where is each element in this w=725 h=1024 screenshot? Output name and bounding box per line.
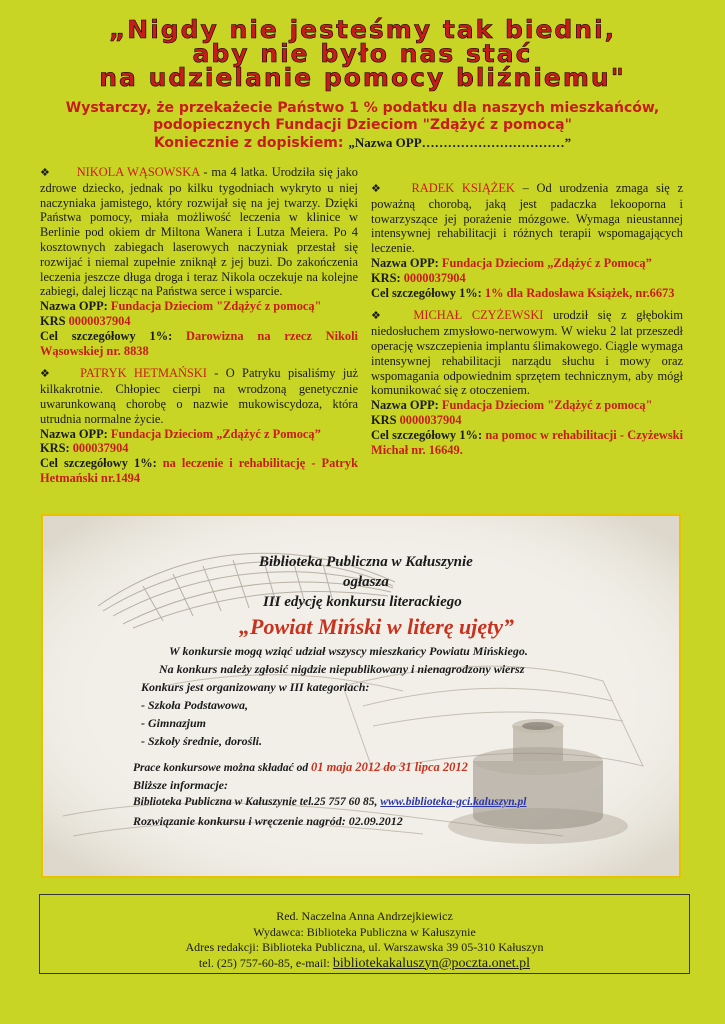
headline-line-2: aby nie było nas stać (192, 39, 533, 68)
opp-label: Nazwa OPP: (40, 426, 111, 441)
entry-text: - O Patryku pisaliśmy już kilkakrotnie. Chłopiec cierpi na wrodzoną genetycznie uwarunkowaną chorobę o nazwie mukowiscydoza, która utrudnia normalne życie. (40, 366, 358, 426)
cel-value: 1% dla Radosława Książek, nr.6673 (484, 285, 675, 300)
diamond-bullet-icon: ❖ (371, 183, 386, 195)
footer-editor: Red. Naczelna Anna Andrzejkiewicz (276, 909, 453, 923)
left-column (40, 165, 358, 494)
poster-category-1: - Szkoła Podstawowa, (141, 698, 249, 712)
poster-paragraph-3: Konkurs jest organizowany w III kategoriach: (141, 680, 370, 694)
poster-info-line: Biblioteka Publiczna w Kałuszynie tel.25 757 60 85, (133, 796, 381, 808)
opp-label: Nazwa OPP: (371, 398, 442, 413)
entry-radek (371, 181, 683, 300)
krs-label: KRS: (371, 270, 404, 285)
opp-label: Nazwa OPP: (40, 299, 111, 314)
poster-dates-label: Prace konkursowe można składać od (133, 762, 311, 774)
subhead-line-3-text: Koniecznie z dopiskiem: (153, 135, 349, 151)
opp-placeholder: „Nazwa OPP……………………………” (348, 135, 572, 150)
poster-paragraph-1: W konkursie mogą wziąć udział wszyscy mieszkańcy Powiatu Mińskiego. (169, 644, 528, 658)
poster-dates (133, 760, 468, 775)
opp-value: Fundacja Dzieciom "Zdążyć z pomocą" (441, 398, 653, 413)
entry-patryk (40, 366, 358, 485)
subhead-line-3 (0, 134, 725, 152)
headline (0, 15, 725, 92)
poster-edition: III edycję konkursu literackiego (263, 594, 462, 610)
krs-label: KRS (40, 313, 69, 328)
entry-text: – Od urodzenia zmaga się z poważną chorobą, jaką jest padaczka lekooporna i towarzyszące jej porażenie mózgowe. Wymaga nieustannej intensywnej rehabilitacji i różnych terapii wspomagających leczenie. (371, 181, 683, 256)
contest-poster (41, 514, 681, 878)
poster-info-label: Bliższe informacje: (133, 778, 228, 792)
cel-value: na pomoc w rehabilitacji - Czyżewski Michał nr. 16649. (371, 427, 684, 457)
entry-text: urodził się z głębokim niedosłuchem zmysłowo-nerwowym. W wieku 2 lat przeszedł operację wszczepienia implantu ślimakowego. Ciągle wymaga intensywnej rehabilitacji narządu słuchu i mowy oraz wspomagania odpowiednim sprzętem technicznym, aby mógł komunikować się z otoczeniem. (371, 308, 683, 398)
headline-line-1: „Nigdy nie jesteśmy tak biedni, (108, 15, 617, 44)
poster-dates-value: 01 maja 2012 do 31 lipca 2012 (310, 760, 468, 774)
subhead-line-2: podopiecznych Fundacji Dzieciom "Zdążyć z pomocą" (153, 117, 572, 133)
poster-library-name: Biblioteka Publiczna w Kałuszynie (259, 554, 473, 570)
diamond-bullet-icon: ❖ (40, 167, 51, 179)
footer-contact (40, 956, 689, 972)
entry-michal (371, 308, 683, 457)
opp-value: Fundacja Dzieciom „Zdążyć z Pomocą” (110, 426, 321, 441)
poster-announces: ogłasza (343, 574, 389, 590)
cel-label: Cel szczegółowy 1%: (371, 285, 485, 300)
cel-label: Cel szczegółowy 1%: (371, 427, 486, 442)
entry-text: - ma 4 latka. Urodziła się jako zdrowe dziecko, jednak po kilku tygodniach wykryto u niej naczyniaka jamistego, który rozwijał się na jej twarzy. Dzięki Państwa pomocy, miała możliwość leczenia w klinice w Berlinie pod okiem dr Miltona Wanera i Lutza Meiera. Po 4 kosztownych zabiegach laserowych naczyniak przestał się rozwijać i niemal zupełnie zniknął z jej buzi. Do zakończenia leczenia jeszcze długa droga i teraz Nikola oczekuje na kolejne zabiegi, dalej licząc na Państwa serce i wsparcie. (40, 165, 358, 299)
person-name: PATRYK HETMAŃSKI (80, 366, 207, 381)
poster-category-3: - Szkoły średnie, dorośli. (141, 734, 263, 748)
poster-website-link[interactable]: www.biblioteka-gci.kaluszyn.pl (380, 796, 527, 808)
opp-value: Fundacja Dzieciom „Zdążyć z Pomocą” (441, 255, 652, 270)
opp-value: Fundacja Dzieciom "Zdążyć z pomocą" (110, 299, 322, 314)
cel-value: Darowizna na rzecz Nikoli Wąsowskiej nr. 8838 (40, 328, 358, 358)
opp-label: Nazwa OPP: (371, 255, 442, 270)
poster-paragraph-2: Na konkurs należy zgłosić nigdzie niepublikowany i nienagrodzony wiersz (159, 662, 525, 676)
person-name: RADEK KSIĄŻEK (411, 181, 515, 195)
headline-line-3: na udzielanie pomocy bliźniemu" (99, 63, 626, 92)
subhead-line-1: Wystarczy, że przekażecie Państwo 1 % podatku dla naszych mieszkańców, (65, 100, 660, 116)
person-name: NIKOLA WĄSOWSKA (76, 165, 200, 179)
diamond-bullet-icon: ❖ (371, 310, 388, 323)
krs-label: KRS (371, 412, 400, 427)
footer-publisher: Wydawca: Biblioteka Publiczna w Kałuszynie (253, 924, 476, 939)
poster-contest-title: „Powiat Miński w literę ujęty” (239, 614, 515, 639)
krs-value: 0000037904 (68, 313, 131, 328)
cel-label: Cel szczegółowy 1%: (40, 456, 163, 471)
krs-value: 0000037904 (403, 270, 466, 285)
diamond-bullet-icon: ❖ (40, 368, 55, 381)
footer-phone: tel. (25) 757-60-85, e-mail: (198, 955, 333, 970)
krs-value: 000037904 (72, 441, 129, 456)
poster-info (133, 796, 527, 808)
footer-imprint (39, 894, 690, 974)
entry-nikola (40, 165, 358, 358)
cel-value: na leczenie i rehabilitację - Patryk Hetmański nr.1494 (40, 456, 359, 485)
cel-label: Cel szczegółowy 1%: (40, 328, 187, 343)
krs-value: 0000037904 (399, 412, 462, 427)
subheading (0, 100, 725, 152)
right-column (371, 181, 683, 465)
footer-email-link[interactable]: bibliotekakaluszyn@poczta.onet.pl (332, 955, 531, 971)
footer-address: Adres redakcji: Biblioteka Publiczna, ul. Warszawska 39 05-310 Kałuszyn (185, 940, 544, 954)
person-name: MICHAŁ CZYŻEWSKI (413, 308, 544, 323)
poster-result-date: Rozwiązanie konkursu i wręczenie nagród: 02.09.2012 (133, 814, 403, 828)
krs-label: KRS: (40, 441, 73, 456)
poster-category-2: - Gimnazjum (141, 716, 207, 730)
